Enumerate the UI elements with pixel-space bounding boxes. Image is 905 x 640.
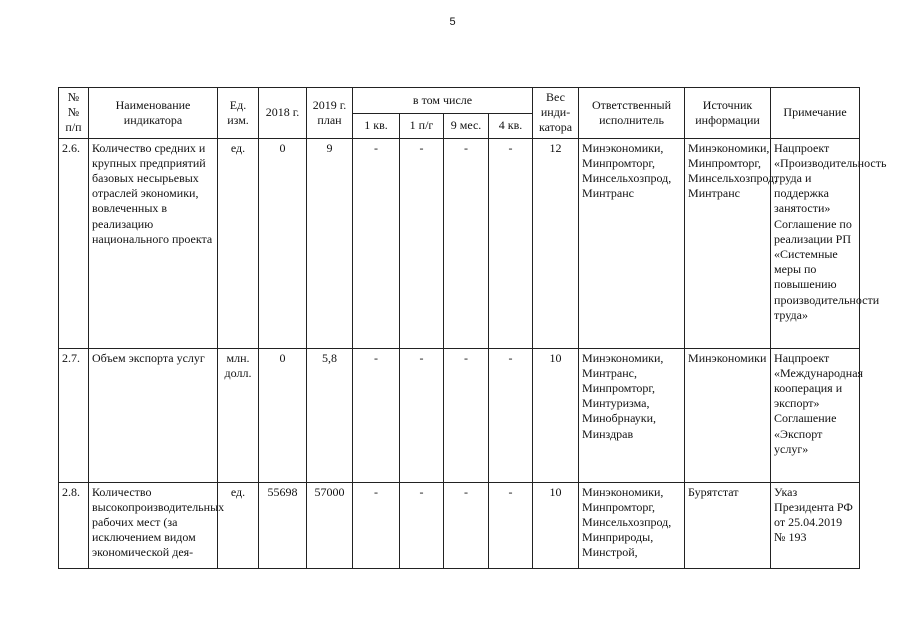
indicator-weight: 10 bbox=[533, 482, 579, 568]
value-q4: - bbox=[489, 348, 533, 482]
plan-2019: 9 bbox=[307, 138, 353, 348]
value-q4: - bbox=[489, 482, 533, 568]
col-header-q4: 4 кв. bbox=[489, 113, 533, 138]
value-2018: 55698 bbox=[259, 482, 307, 568]
col-header-h1: 1 п/г bbox=[400, 113, 444, 138]
unit: ед. bbox=[218, 482, 259, 568]
value-q1: - bbox=[353, 348, 400, 482]
value-2018: 0 bbox=[259, 348, 307, 482]
value-h1: - bbox=[400, 482, 444, 568]
header-row-top bbox=[59, 88, 860, 114]
col-header-including: в том числе bbox=[353, 88, 533, 114]
indicators-table bbox=[58, 87, 887, 569]
table-row bbox=[59, 482, 860, 568]
unit: млн. долл. bbox=[218, 348, 259, 482]
table-row bbox=[59, 138, 860, 348]
col-header-name: Наименование индикатора bbox=[89, 88, 218, 139]
indicator-weight: 10 bbox=[533, 348, 579, 482]
value-2018: 0 bbox=[259, 138, 307, 348]
value-9m: - bbox=[444, 138, 489, 348]
value-q4: - bbox=[489, 138, 533, 348]
col-header-2018: 2018 г. bbox=[259, 88, 307, 139]
col-header-q1: 1 кв. bbox=[353, 113, 400, 138]
indicator-name: Объем экспорта услуг bbox=[89, 348, 218, 482]
unit: ед. bbox=[218, 138, 259, 348]
info-source: Бурятстат bbox=[685, 482, 771, 568]
value-9m: - bbox=[444, 482, 489, 568]
page-number: 5 bbox=[449, 16, 456, 28]
indicator-weight: 12 bbox=[533, 138, 579, 348]
value-h1: - bbox=[400, 348, 444, 482]
info-source: Минэкономики bbox=[685, 348, 771, 482]
col-header-unit: Ед. изм. bbox=[218, 88, 259, 139]
row-num: 2.6. bbox=[59, 138, 89, 348]
indicator-name: Количество высокопроизводительных рабочих мест (за исключением видом экономической дея- bbox=[89, 482, 218, 568]
col-header-source: Источник информации bbox=[685, 88, 771, 139]
col-header-weight: Вес инди-катора bbox=[533, 88, 579, 139]
note: Указ Президента РФ от 25.04.2019 № 193 bbox=[771, 482, 860, 568]
plan-2019: 5,8 bbox=[307, 348, 353, 482]
note: Нацпроект «Производительность труда и поддержка занятости» Соглашение по реализации РП «Системные меры по повышению производительности труда» bbox=[771, 138, 860, 348]
indicator-name: Количество средних и крупных предприятий базовых несырьевых отраслей экономики, вовлеченных в реализацию национального проекта bbox=[89, 138, 218, 348]
value-q1: - bbox=[353, 138, 400, 348]
plan-2019: 57000 bbox=[307, 482, 353, 568]
value-q1: - bbox=[353, 482, 400, 568]
value-9m: - bbox=[444, 348, 489, 482]
value-h1: - bbox=[400, 138, 444, 348]
info-source: Минэкономики, Минпромторг, Минсельхозпрод, Минтранс bbox=[685, 138, 771, 348]
responsible: Минэкономики, Минпромторг, Минсельхозпрод, Минтранс bbox=[579, 138, 685, 348]
col-header-responsible: Ответственный исполнитель bbox=[579, 88, 685, 139]
col-header-2019-plan: 2019 г. план bbox=[307, 88, 353, 139]
row-num: 2.7. bbox=[59, 348, 89, 482]
row-num: 2.8. bbox=[59, 482, 89, 568]
table-row bbox=[59, 348, 860, 482]
col-header-num: № № п/п bbox=[59, 88, 89, 139]
note: Нацпроект «Международная кооперация и экспорт» Соглашение «Экспорт услуг» bbox=[771, 348, 860, 482]
responsible: Минэкономики, Минтранс, Минпромторг, Минтуризма, Минобрнауки, Минздрав bbox=[579, 348, 685, 482]
col-header-9m: 9 мес. bbox=[444, 113, 489, 138]
responsible: Минэкономики, Минпромторг, Минсельхозпрод, Минприроды, Минстрой, bbox=[579, 482, 685, 568]
col-header-note: Примечание bbox=[771, 88, 860, 139]
